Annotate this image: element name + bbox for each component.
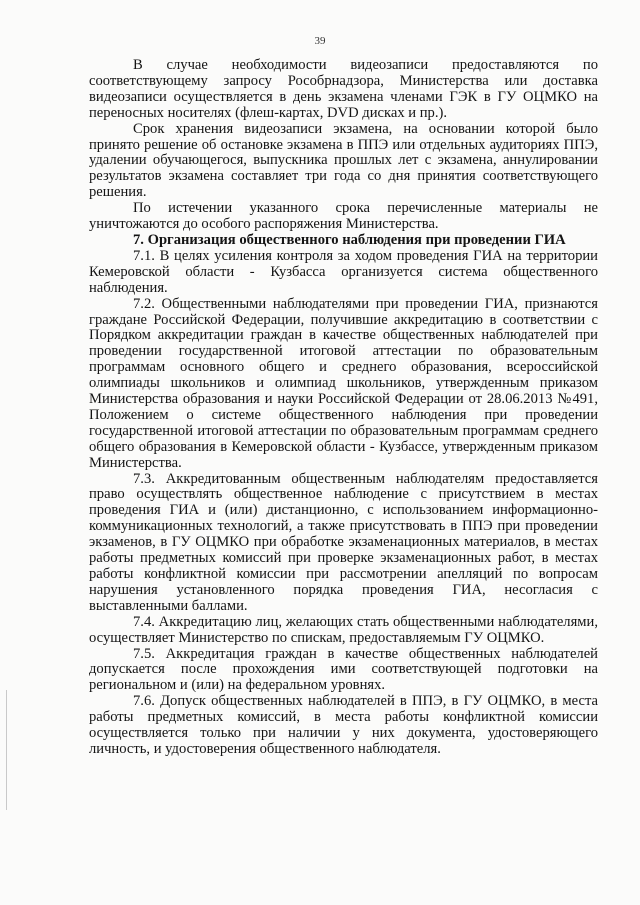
section-heading-7: 7. Организация общественного наблюдения при проведении ГИА	[133, 231, 566, 248]
paragraph-7-3: 7.3. Аккредитованным общественным наблюдателям предоставляется право осуществлять общественное наблюдение с присутствием в местах проведения ГИА и (или) дистанционно, с использованием информационно-коммуникационных технологий, а также присутствовать в ППЭ при проведении экзаменов, в ГУ ОЦМКО при обработке экзаменационных материалов, в местах работы предметных комиссий при проверке экзаменационных работ, в местах работы конфликтной комиссии при рассмотрении апелляций по вопросам нарушения установленного порядка проведения ГИА, несогласия с выставленными баллами.	[89, 470, 598, 614]
paragraph-video-storage: Срок хранения видеозаписи экзамена, на основании которой было принято решение об остановке экзамена в ППЭ или отдельных аудиториях ППЭ, удалении обучающегося, выпускника прошлых лет с экзамена, аннулировании результатов экзамена составляет три года со дня принятия соответствующего решения.	[89, 120, 598, 201]
paragraph-7-5: 7.5. Аккредитация граждан в качестве общественных наблюдателей допускается после прохождения ими соответствующей подготовки на региональном и (или) на федеральном уровнях.	[89, 645, 598, 694]
scan-edge-mark	[6, 690, 7, 810]
document-body	[89, 58, 598, 758]
paragraph-7-2: 7.2. Общественными наблюдателями при проведении ГИА, признаются граждане Российской Федерации, получившие аккредитацию в соответствии с Порядком аккредитации граждан в качестве общественных наблюдателей при проведении государственной итоговой аттестации по образовательным программам основного общего и среднего образования, всероссийской олимпиады школьников и олимпиад школьников, утвержденным приказом Министерства образования и науки Российской Федерации от 28.06.2013 №491, Положением о системе общественного наблюдения при проведении государственной итоговой аттестации по образовательным программам среднего общего образования в Кемеровской области - Кузбассе, утвержденным приказом Министерства.	[89, 295, 598, 471]
paragraph-7-1: 7.1. В целях усиления контроля за ходом проведения ГИА на территории Кемеровской области - Кузбасса организуется система общественного наблюдения.	[89, 247, 598, 296]
paragraph-materials-retention: По истечении указанного срока перечисленные материалы не уничтожаются до особого распоряжения Министерства.	[89, 200, 598, 233]
paragraph-video-provision: В случае необходимости видеозаписи предоставляются по соответствующему запросу Рособрнадзора, Министерства или доставка видеозаписи осуществляется в день экзамена членами ГЭК в ГУ ОЦМКО на переносных носителях (флеш-картах, DVD дисках и пр.).	[89, 57, 598, 121]
paragraph-7-4: 7.4. Аккредитацию лиц, желающих стать общественными наблюдателями, осуществляет Министерство по спискам, предоставляемым ГУ ОЦМКО.	[89, 613, 598, 646]
paragraph-7-6: 7.6. Допуск общественных наблюдателей в ППЭ, в ГУ ОЦМКО, в места работы предметных комиссий, в места работы конфликтной комиссии осуществляется только при наличии у них документа, удостоверяющего личность, и удостоверения общественного наблюдателя.	[89, 693, 598, 757]
page-number: 39	[314, 35, 326, 47]
